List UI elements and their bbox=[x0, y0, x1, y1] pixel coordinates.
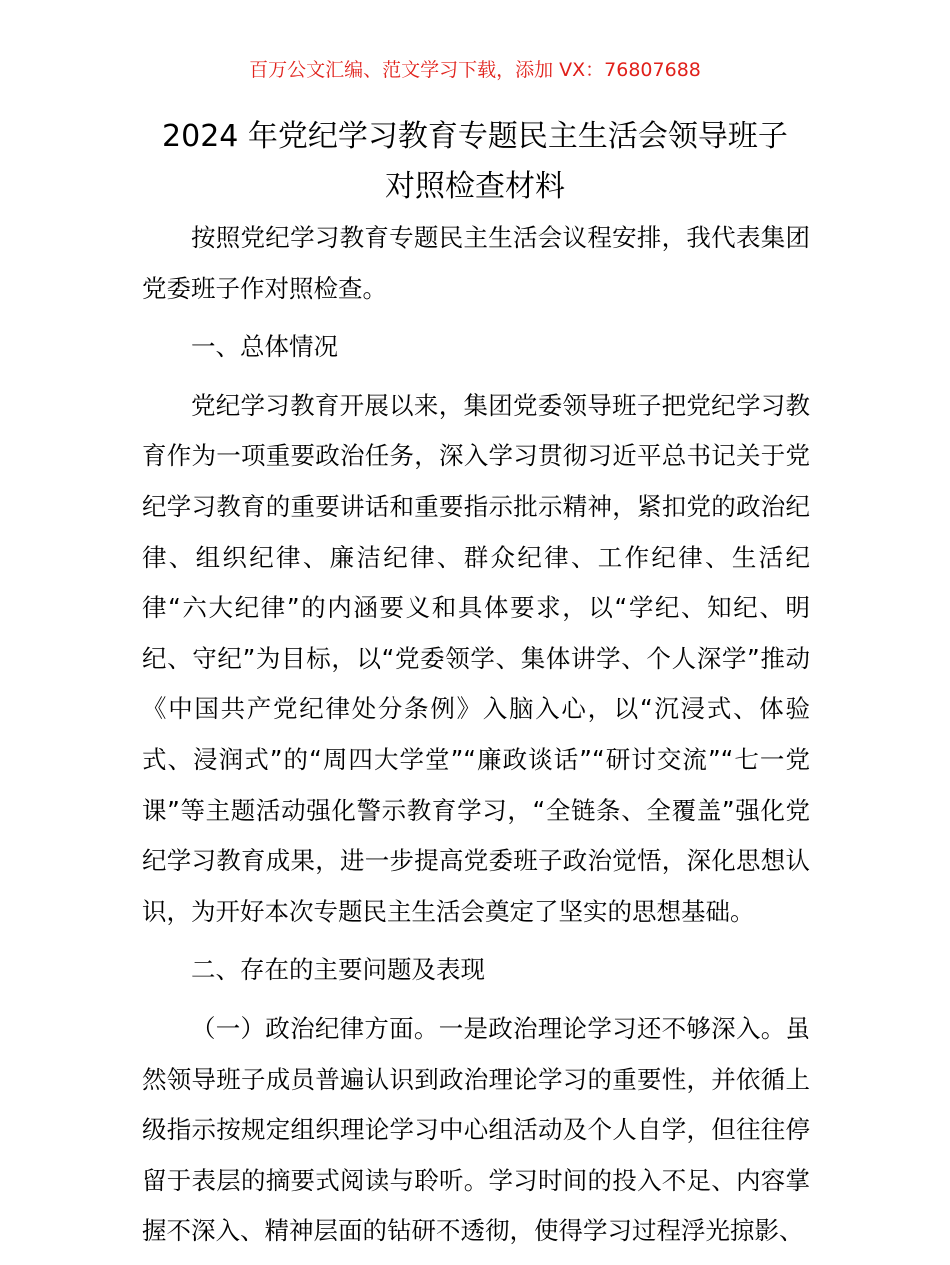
section-heading-problems: 二、存在的主要问题及表现 bbox=[191, 955, 485, 985]
section-heading-overall: 一、总体情况 bbox=[191, 332, 338, 362]
watermark-banner: 百万公文汇编、范文学习下载，添加 VX：76807688 bbox=[249, 59, 701, 81]
title-line-1: 2024 年党纪学习教育专题民主生活会领导班子 bbox=[162, 119, 788, 154]
document-title bbox=[0, 112, 950, 212]
overall-paragraph: 党纪学习教育开展以来，集团党委领导班子把党纪学习教育作为一项重要政治任务，深入学习贯彻习近平总书记关于党纪学习教育的重要讲话和重要指示批示精神，紧扣党的政治纪律、组织纪律、廉洁纪律、群众纪律、工作纪律、生活纪律“六大纪律”的内涵要义和具体要求，以“学纪、知纪、明纪、守纪”为目标，以“党委领学、集体讲学、个人深学”推动《中国共产党纪律处分条例》入脑入心，以“沉浸式、体验式、浸润式”的“周四大学堂”“廉政谈话”“研讨交流”“七一党课”等主题活动强化警示教育学习，“全链条、全覆盖”强化党纪学习教育成果，进一步提高党委班子政治觉悟，深化思想认识，为开好本次专题民主生活会奠定了坚实的思想基础。 bbox=[142, 390, 810, 926]
document-body bbox=[142, 213, 810, 1265]
political-discipline-paragraph: （一）政治纪律方面。一是政治理论学习还不够深入。虽然领导班子成员普遍认识到政治理论学习的重要性，并依循上级指示按规定组织理论学习中心组活动及个人自学，但往往停留于表层的摘要式阅读与聆听。学习时间的投入不足、内容掌握不深入、精神层面的钻研不透彻，使得学习过程浮光掠影、 bbox=[142, 1013, 810, 1246]
title-line-2: 对照检查材料 bbox=[385, 169, 565, 204]
intro-paragraph: 按照党纪学习教育专题民主生活会议程安排，我代表集团党委班子作对照检查。 bbox=[142, 223, 810, 303]
